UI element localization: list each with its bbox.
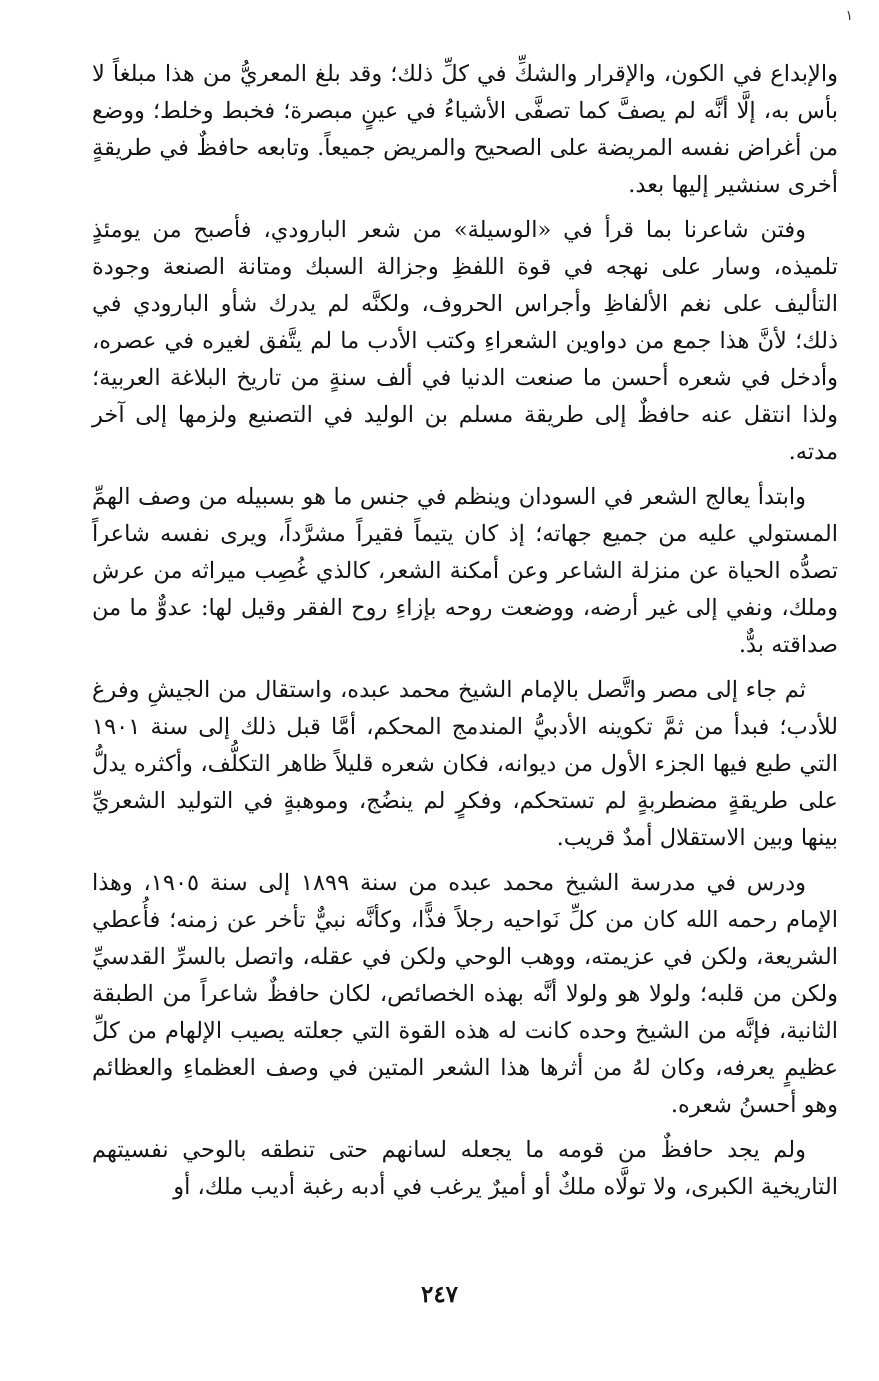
- corner-mark: ١: [845, 8, 853, 24]
- page-number: ٢٤٧: [420, 1281, 459, 1308]
- paragraph-1: والإبداع في الكون، والإقرار والشكِّ في كلِّ ذلك؛ وقد بلغ المعريُّ من هذا مبلغاً لا بأس به، إلَّا أنَّه لم يصفَّ كما تصفَّى الأشياءُ في عينٍ مبصرة؛ فخبط وخلط؛ ووضع من أغراض نفسه المريضة على الصحيح والمريض جميعاً. وتابعه حافظٌ في طريقةٍ أخرى سنشير إليها بعد.: [92, 61, 838, 198]
- paragraph-5: ودرس في مدرسة الشيخ محمد عبده من سنة ١٨٩٩ إلى سنة ١٩٠٥، وهذا الإمام رحمه الله كان من كلِّ نَواحيه رجلاً فذًّا، وكأنَّه نبيٌّ تأخر عن زمنه؛ فأُعطي الشريعة، ولكن في عزيمته، ووهب الوحي ولكن في عقله، واتصل بالسرِّ القدسيِّ ولكن من قلبه؛ ولولا هو ولولا أنَّه بهذه الخصائص، لكان حافظٌ شاعراً من الطبقة الثانية، فإنَّه من الشيخ وحده كانت له هذه القوة التي جعلته يصيب الإلهام من كلِّ عظيمٍ يعرفه، وكان لهُ من أثرها هذا الشعر المتين في وصف العظماءِ والعظائم وهو أحسنُ شعره.: [92, 870, 838, 1118]
- paragraph-3: وابتدأ يعالج الشعر في السودان وينظم في جنس ما هو بسبيله من وصف الهمِّ المستولي عليه من جميع جهاته؛ إذ كان يتيماً فقيراً مشرَّداً، ويرى نفسه شاعراً تصدُّه الحياة عن منزلة الشاعر وعن أمكنة الشعر، كالذي غُصِب ميراثه من عرش وملك، ونفي إلى غير أرضه، ووضعت روحه بإزاءِ روح الفقر وقيل لها: عدوٌّ ما من صداقته بدٌّ.: [92, 484, 838, 658]
- paragraph-6: ولم يجد حافظٌ من قومه ما يجعله لسانهم حتى تنطقه بالوحي نفسيتهم التاريخية الكبرى، ولا تولَّاه ملكٌ أو أميرٌ يرغب في أدبه رغبة أديب ملك، أو: [92, 1137, 838, 1200]
- paragraph-2: وفتن شاعرنا بما قرأ في «الوسيلة» من شعر البارودي، فأصبح من يومئذٍ تلميذه، وسار على نهجه في قوة اللفظِ وجزالة السبك ومتانة الصنعة وجودة التأليف على نغم الألفاظِ وأجراس الحروف، ولكنَّه لم يدرك شأو البارودي في ذلك؛ لأنَّ هذا جمع من دواوين الشعراءِ وكتب الأدب ما لم يتَّفق لغيره في عصره، وأدخل في شعره أحسن ما صنعت الدنيا في ألف سنةٍ من تاريخ البلاغة العربية؛ ولذا انتقل عنه حافظٌ إلى طريقة مسلم بن الوليد في التصنيع ولزمها إلى آخر مدته.: [92, 217, 838, 465]
- page-text: [92, 56, 838, 1214]
- paragraph-4: ثم جاء إلى مصر واتَّصل بالإمام الشيخ محمد عبده، واستقال من الجيشِ وفرغ للأدب؛ فبدأ من ثمَّ تكوينه الأدبيُّ المندمج المحكم، أمَّا قبل ذلك إلى سنة ١٩٠١ التي طبع فيها الجزء الأول من ديوانه، فكان شعره قليلاً ظاهر التكلُّف، وأكثره يدلُّ على طريقةٍ مضطربةٍ لم تستحكم، وفكرٍ لم ينضُج، وموهبةٍ في التوليد الشعريِّ بينها وبين الاستقلال أمدٌ قريب.: [92, 677, 838, 851]
